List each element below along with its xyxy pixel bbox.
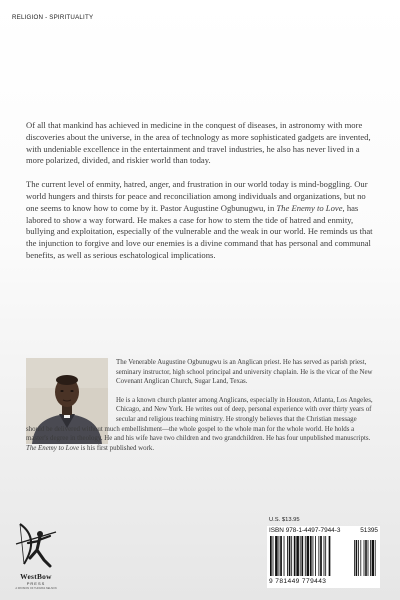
price-label: U.S. $13.95 — [269, 517, 300, 523]
barcode-bar — [324, 536, 325, 576]
barcode-bar — [296, 536, 299, 576]
barcode-bar — [300, 536, 301, 576]
category-label: RELIGION - SPIRITUALITY — [12, 14, 94, 21]
barcode-bar — [284, 536, 285, 576]
barcode-bar — [289, 536, 291, 576]
isbn-row — [269, 527, 378, 534]
barcode-icon — [270, 536, 378, 576]
addon-bar — [375, 540, 376, 576]
bio-paragraph-1: The Venerable Augustine Ogbunugwu is an Anglican priest. He has served as parish priest, seminary instructor, high school principal and university chaplain. He is the vicar of the New Covenant Anglican Church, Sugar Land, Texas. — [116, 359, 373, 386]
barcode-bar — [318, 536, 319, 576]
bio-text-b: should be delivered without much embellishment—the whole gospel to the whole man for the whole world. He holds a master's degree in theology. He and his wife have two children and two grandchildren. He has four unpublished manuscripts. — [26, 425, 371, 443]
publisher-division: A DIVISION OF THOMAS NELSON — [15, 587, 57, 590]
barcode-bar — [294, 536, 296, 576]
bio-paragraph-2b — [26, 425, 374, 454]
barcode-bar — [325, 536, 326, 576]
price-addon-code: 51395 — [360, 527, 378, 534]
author-bio — [26, 358, 374, 462]
bio-book-title-italic: The Enemy to Love — [26, 444, 80, 452]
addon-bar — [358, 540, 359, 576]
barcode-bar — [305, 536, 306, 576]
barcode-bar — [307, 536, 310, 576]
bio-paragraph-2a: He is a known church planter among Anglicans, especially in Houston, Atlanta, Los Angeles, Chicago, and New York. He writes out of deep, personal experience with over thirty years of secular and religious teaching ministry. He strongly believes that the Christian message — [116, 396, 373, 423]
bio-text-c: is his first published work. — [79, 444, 155, 452]
addon-bar — [360, 540, 361, 576]
addon-bar — [356, 540, 358, 576]
barcode-bar — [273, 536, 274, 576]
barcode-bar — [315, 536, 316, 576]
barcode-bar — [270, 536, 272, 576]
barcode-bar — [287, 536, 288, 576]
barcode-bar — [313, 536, 314, 576]
ean-number: 9 781449 779443 — [269, 578, 327, 585]
addon-bar — [354, 540, 355, 576]
archer-icon — [10, 520, 62, 572]
book-description — [26, 120, 376, 262]
description-text-a: The current level of enmity, hatred, anger, and frustration in our world today is mind-boggling. Our world hungers and thirsts for peace and reconciliation among individuals and organizations, but no one seems to know how to come by it. Pastor Augustine Ogbunugwu, in — [26, 179, 368, 213]
barcode-bar — [329, 536, 331, 576]
barcode-bar — [280, 536, 282, 576]
barcode-bar — [320, 536, 322, 576]
barcode-bar — [310, 536, 312, 576]
addon-bar — [364, 540, 365, 576]
publisher-name: WestBow — [20, 572, 52, 581]
addon-bar — [370, 540, 371, 576]
addon-bar — [372, 540, 374, 576]
barcode-bar — [275, 536, 278, 576]
addon-bar — [368, 540, 369, 576]
barcode-bar — [291, 536, 292, 576]
publisher-press: PRESS — [26, 581, 46, 586]
description-text-b: , has labored to show a way forward. He makes a case for how to stem the tide of hatred and enmity, bullying and exploitation, especially of the vulnerable and the weak in our world. He reminds us that the injunction to forgive and love our enemies is a divine command that has personal and communal benefits, as well as serious eschatological implications. — [26, 202, 373, 260]
barcode-bar — [279, 536, 280, 576]
isbn-label: ISBN 978-1-4497-7944-3 — [269, 527, 341, 534]
description-paragraph-1: Of all that mankind has achieved in medicine in the conquest of diseases, in astronomy with more discoveries about the universe, in the area of technology as more sophisticated gadgets are invented, with undeniable excellence in the entertainment and travel industries, he also has never lived in a more polarized, divided, and riskier world than today. — [26, 120, 371, 166]
description-paragraph-2 — [26, 179, 376, 262]
addon-bar — [365, 540, 367, 576]
book-title-italic: The Enemy to Love — [276, 202, 343, 213]
barcode-bar — [301, 536, 303, 576]
